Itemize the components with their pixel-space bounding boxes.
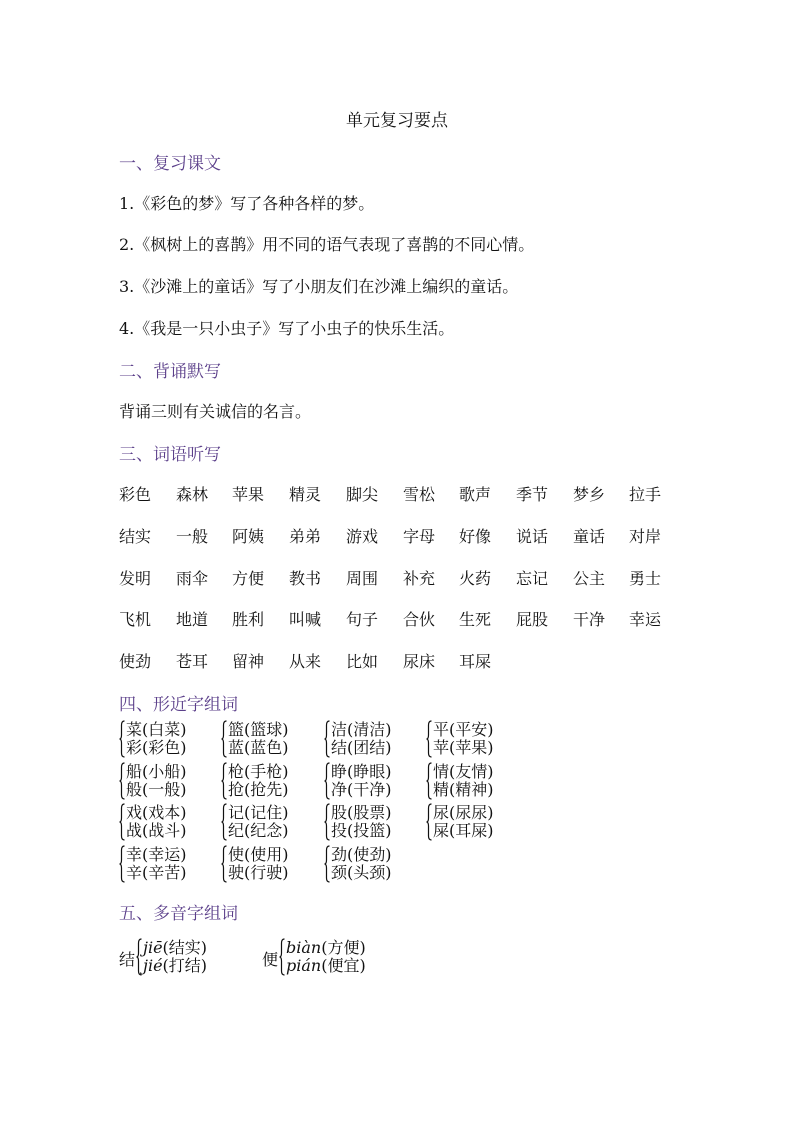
brace-icon [324,762,330,800]
brace-icon [221,845,227,883]
vocab-word: 发明 [119,569,152,588]
brace-icon [426,762,432,800]
similar-char-word: 颈(头颈) [331,863,392,882]
vocab-word: 留神 [232,652,265,671]
vocab-word: 火药 [459,569,492,588]
vocab-word: 周围 [346,569,379,588]
polyphone-word: (打结) [162,956,208,975]
similar-char-word: 洁(清洁) [331,720,392,739]
similar-char-word: 纪(纪念) [228,821,289,840]
brace-icon [136,938,142,976]
vocab-word: 雨伞 [176,569,209,588]
vocab-word: 生死 [459,610,492,629]
polyphone-reading [286,957,366,975]
polyphone-char: 便 [262,950,279,969]
similar-char-word: 净(干净) [331,780,392,799]
vocab-word: 结实 [119,527,152,546]
vocab-word: 胜利 [232,610,265,629]
vocab-word: 勇士 [629,569,662,588]
vocab-word: 使劲 [119,652,152,671]
vocab-word: 从来 [289,652,322,671]
similar-char-pair [426,720,526,758]
review-item-4: 4.《我是一只小虫子》写了小虫子的快乐生活。 [119,319,455,338]
vocab-word: 耳屎 [459,652,492,671]
vocab-word: 游戏 [346,527,379,546]
similar-char-pair [119,762,219,800]
vocab-word: 童话 [573,527,606,546]
brace-icon [119,803,125,841]
similar-char-word: 般(一般) [126,780,187,799]
similar-char-word: 情(友情) [433,762,494,781]
section-heading-dictation: 三、词语听写 [119,445,221,465]
vocab-word: 地道 [176,610,209,629]
vocab-word: 字母 [403,527,436,546]
vocab-word: 幸运 [629,610,662,629]
section-heading-similar-chars: 四、形近字组词 [119,695,238,715]
polyphone-word: (便宜) [321,956,366,975]
vocab-word: 苍耳 [176,652,209,671]
similar-char-word: 抢(抢先) [228,780,289,799]
vocab-word: 弟弟 [289,527,322,546]
vocab-word: 阿姨 [232,527,265,546]
similar-char-word: 精(精神) [433,780,494,799]
vocab-word: 教书 [289,569,322,588]
similar-char-word: 苹(苹果) [433,738,494,757]
similar-char-word: 尿(尿尿) [433,803,494,822]
similar-char-word: 菜(白菜) [126,720,187,739]
vocab-word: 脚尖 [346,485,379,504]
similar-char-word: 驶(行驶) [228,863,289,882]
similar-char-word: 蓝(蓝色) [228,738,289,757]
brace-icon [221,720,227,758]
polyphone-char: 结 [119,950,136,969]
similar-char-pair [119,845,219,883]
brace-icon [426,803,432,841]
vocab-word: 歌声 [459,485,492,504]
similar-char-pair [426,762,526,800]
similar-char-word: 股(股票) [331,803,392,822]
vocab-word: 公主 [573,569,606,588]
similar-char-pair [324,762,424,800]
vocab-word: 句子 [346,610,379,629]
similar-char-word: 投(投篮) [331,821,392,840]
similar-char-pair [324,845,424,883]
similar-char-pair [221,845,321,883]
similar-char-pair [221,762,321,800]
similar-char-word: 枪(手枪) [228,762,289,781]
section-heading-recite: 二、背诵默写 [119,362,221,382]
brace-icon [324,845,330,883]
similar-char-word: 船(小船) [126,762,187,781]
pinyin: jié [143,956,163,975]
brace-icon [119,762,125,800]
similar-char-pair [324,720,424,758]
vocab-word: 彩色 [119,485,152,504]
section-heading-review-texts: 一、复习课文 [119,154,221,174]
similar-char-word: 平(平安) [433,720,494,739]
similar-char-word: 结(团结) [331,738,392,757]
vocab-word: 飞机 [119,610,152,629]
similar-char-word: 戏(戏本) [126,803,187,822]
similar-char-word: 记(记住) [228,803,289,822]
vocab-word: 对岸 [629,527,662,546]
vocab-word: 方便 [232,569,265,588]
polyphone-reading [143,939,207,957]
similar-char-word: 战(战斗) [126,821,187,840]
similar-char-word: 睁(睁眼) [331,762,392,781]
vocab-word: 雪松 [403,485,436,504]
vocab-word: 干净 [573,610,606,629]
vocab-word: 叫喊 [289,610,322,629]
vocab-word: 屁股 [516,610,549,629]
section-heading-polyphones: 五、多音字组词 [119,904,238,924]
page-title: 单元复习要点 [346,111,448,131]
polyphone-word: (方便) [321,938,366,957]
similar-char-word: 彩(彩色) [126,738,187,757]
polyphone-reading [286,939,366,957]
polyphone-reading [143,957,207,975]
review-item-2: 2.《枫树上的喜鹊》用不同的语气表现了喜鹊的不同心情。 [119,235,535,254]
vocab-word: 苹果 [232,485,265,504]
vocab-word: 忘记 [516,569,549,588]
brace-icon [221,762,227,800]
polyphone-word: (结实) [162,938,208,957]
vocab-word: 好像 [459,527,492,546]
brace-icon [119,845,125,883]
vocab-word: 拉手 [629,485,662,504]
brace-icon [324,720,330,758]
vocab-word: 补充 [403,569,436,588]
similar-char-pair [221,803,321,841]
vocab-word: 季节 [516,485,549,504]
review-item-3: 3.《沙滩上的童话》写了小朋友们在沙滩上编织的童话。 [119,277,519,296]
vocab-word: 说话 [516,527,549,546]
vocab-word: 森林 [176,485,209,504]
vocab-word: 尿床 [403,652,436,671]
similar-char-word: 屎(耳屎) [433,821,494,840]
brace-icon [324,803,330,841]
vocab-word: 梦乡 [573,485,606,504]
review-item-1: 1.《彩色的梦》写了各种各样的梦。 [119,194,375,213]
brace-icon [221,803,227,841]
similar-char-word: 篮(篮球) [228,720,289,739]
vocab-word: 一般 [176,527,209,546]
similar-char-word: 幸(幸运) [126,845,187,864]
brace-icon [279,938,285,976]
similar-char-pair [426,803,526,841]
similar-char-word: 使(使用) [228,845,289,864]
brace-icon [119,720,125,758]
similar-char-pair [119,803,219,841]
similar-char-pair [119,720,219,758]
vocab-word: 合伙 [403,610,436,629]
similar-char-pair [221,720,321,758]
similar-char-word: 劲(使劲) [331,845,392,864]
similar-char-pair [324,803,424,841]
brace-icon [426,720,432,758]
vocab-word: 精灵 [289,485,322,504]
recite-text: 背诵三则有关诚信的名言。 [119,402,312,421]
pinyin: pián [286,956,322,975]
pinyin: biàn [286,938,322,957]
similar-char-word: 辛(辛苦) [126,863,187,882]
vocab-word: 比如 [346,652,379,671]
pinyin: jiē [143,938,163,957]
